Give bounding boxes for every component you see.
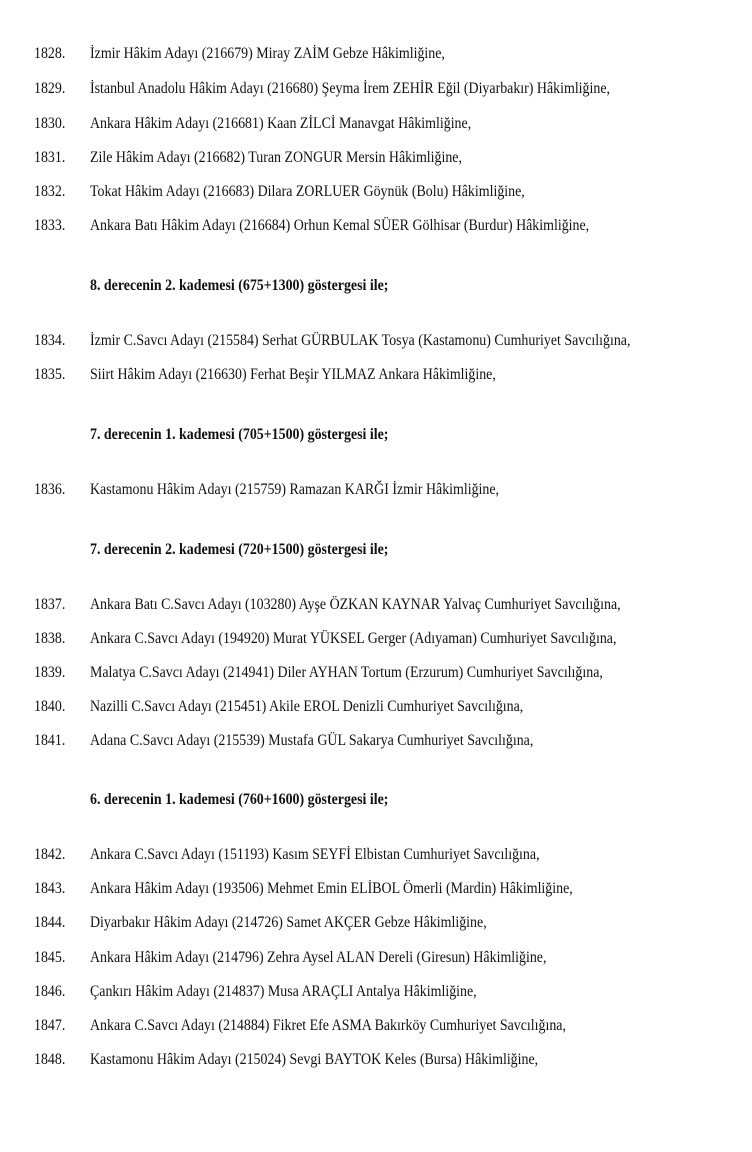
entry-number: 1830.	[34, 114, 66, 132]
entry-text: Ankara C.Savcı Adayı (151193) Kasım SEYFİ Elbistan Cumhuriyet Savcılığına,	[90, 845, 540, 863]
entry-text: Zile Hâkim Adayı (216682) Turan ZONGUR Mersin Hâkimliğine,	[90, 148, 462, 166]
entry-text: Malatya C.Savcı Adayı (214941) Diler AYHAN Tortum (Erzurum) Cumhuriyet Savcılığına,	[90, 663, 603, 681]
entry-number: 1844.	[34, 913, 66, 931]
entry-text: Çankırı Hâkim Adayı (214837) Musa ARAÇLI Antalya Hâkimliğine,	[90, 982, 477, 1000]
list-item	[0, 144, 752, 170]
entry-number: 1835.	[34, 365, 66, 383]
list-item	[0, 659, 752, 685]
entry-text: Ankara C.Savcı Adayı (214884) Fikret Efe ASMA Bakırköy Cumhuriyet Savcılığına,	[90, 1016, 566, 1034]
entry-number: 1846.	[34, 982, 66, 1000]
entry-number: 1833.	[34, 216, 66, 234]
list-item	[0, 212, 752, 238]
section-heading: 8. derecenin 2. kademesi (675+1300) göstergesi ile;	[90, 276, 389, 294]
list-item	[0, 875, 752, 901]
entry-text: Tokat Hâkim Adayı (216683) Dilara ZORLUER Göynük (Bolu) Hâkimliğine,	[90, 182, 525, 200]
list-item	[0, 40, 752, 66]
entry-text: İzmir Hâkim Adayı (216679) Miray ZAİM Gebze Hâkimliğine,	[90, 44, 445, 62]
entry-text: Adana C.Savcı Adayı (215539) Mustafa GÜL Sakarya Cumhuriyet Savcılığına,	[90, 731, 534, 749]
entry-number: 1839.	[34, 663, 66, 681]
entry-number: 1831.	[34, 148, 66, 166]
list-item	[0, 727, 752, 753]
list-item	[0, 1012, 752, 1038]
list-item	[0, 841, 752, 867]
list-item	[0, 1046, 752, 1072]
list-item	[0, 909, 752, 935]
entry-text: Diyarbakır Hâkim Adayı (214726) Samet AKÇER Gebze Hâkimliğine,	[90, 913, 487, 931]
list-item	[0, 361, 752, 387]
list-item	[0, 978, 752, 1004]
entry-number: 1847.	[34, 1016, 66, 1034]
entry-text: Ankara Hâkim Adayı (214796) Zehra Aysel ALAN Dereli (Giresun) Hâkimliğine,	[90, 948, 547, 966]
list-item	[0, 110, 752, 136]
list-item	[0, 944, 752, 970]
entry-number: 1829.	[34, 79, 66, 97]
entry-number: 1841.	[34, 731, 66, 749]
entry-text: Ankara Batı Hâkim Adayı (216684) Orhun Kemal SÜER Gölhisar (Burdur) Hâkimliğine,	[90, 216, 590, 234]
entry-number: 1836.	[34, 480, 66, 498]
list-item	[0, 591, 752, 617]
entry-text: Ankara C.Savcı Adayı (194920) Murat YÜKSEL Gerger (Adıyaman) Cumhuriyet Savcılığına,	[90, 629, 617, 647]
list-item	[0, 693, 752, 719]
entry-text: Ankara Hâkim Adayı (216681) Kaan ZİLCİ Manavgat Hâkimliğine,	[90, 114, 472, 132]
entry-number: 1848.	[34, 1050, 66, 1068]
entry-text: Ankara Batı C.Savcı Adayı (103280) Ayşe ÖZKAN KAYNAR Yalvaç Cumhuriyet Savcılığına,	[90, 595, 621, 613]
entry-text: Nazilli C.Savcı Adayı (215451) Akile EROL Denizli Cumhuriyet Savcılığına,	[90, 697, 524, 715]
entry-number: 1842.	[34, 845, 66, 863]
section-heading: 7. derecenin 1. kademesi (705+1500) göstergesi ile;	[90, 425, 389, 443]
entry-text: İzmir C.Savcı Adayı (215584) Serhat GÜRBULAK Tosya (Kastamonu) Cumhuriyet Savcılığına,	[90, 331, 631, 349]
entry-number: 1845.	[34, 948, 66, 966]
list-item	[0, 476, 752, 502]
entry-number: 1840.	[34, 697, 66, 715]
list-item	[0, 625, 752, 651]
entry-number: 1834.	[34, 331, 66, 349]
entry-number: 1832.	[34, 182, 66, 200]
section-heading: 6. derecenin 1. kademesi (760+1600) göstergesi ile;	[90, 790, 389, 808]
entry-number: 1843.	[34, 879, 66, 897]
entry-text: Siirt Hâkim Adayı (216630) Ferhat Beşir YILMAZ Ankara Hâkimliğine,	[90, 365, 496, 383]
entry-text: İstanbul Anadolu Hâkim Adayı (216680) Şeyma İrem ZEHİR Eğil (Diyarbakır) Hâkimliğine,	[90, 79, 611, 97]
section-heading: 7. derecenin 2. kademesi (720+1500) göstergesi ile;	[90, 540, 389, 558]
list-item	[0, 75, 752, 101]
entry-number: 1837.	[34, 595, 66, 613]
entry-text: Kastamonu Hâkim Adayı (215024) Sevgi BAYTOK Keles (Bursa) Hâkimliğine,	[90, 1050, 539, 1068]
entry-text: Ankara Hâkim Adayı (193506) Mehmet Emin ELİBOL Ömerli (Mardin) Hâkimliğine,	[90, 879, 573, 897]
entry-number: 1838.	[34, 629, 66, 647]
list-item	[0, 178, 752, 204]
entry-number: 1828.	[34, 44, 66, 62]
list-item	[0, 327, 752, 353]
entry-text: Kastamonu Hâkim Adayı (215759) Ramazan KARĞI İzmir Hâkimliğine,	[90, 480, 500, 498]
